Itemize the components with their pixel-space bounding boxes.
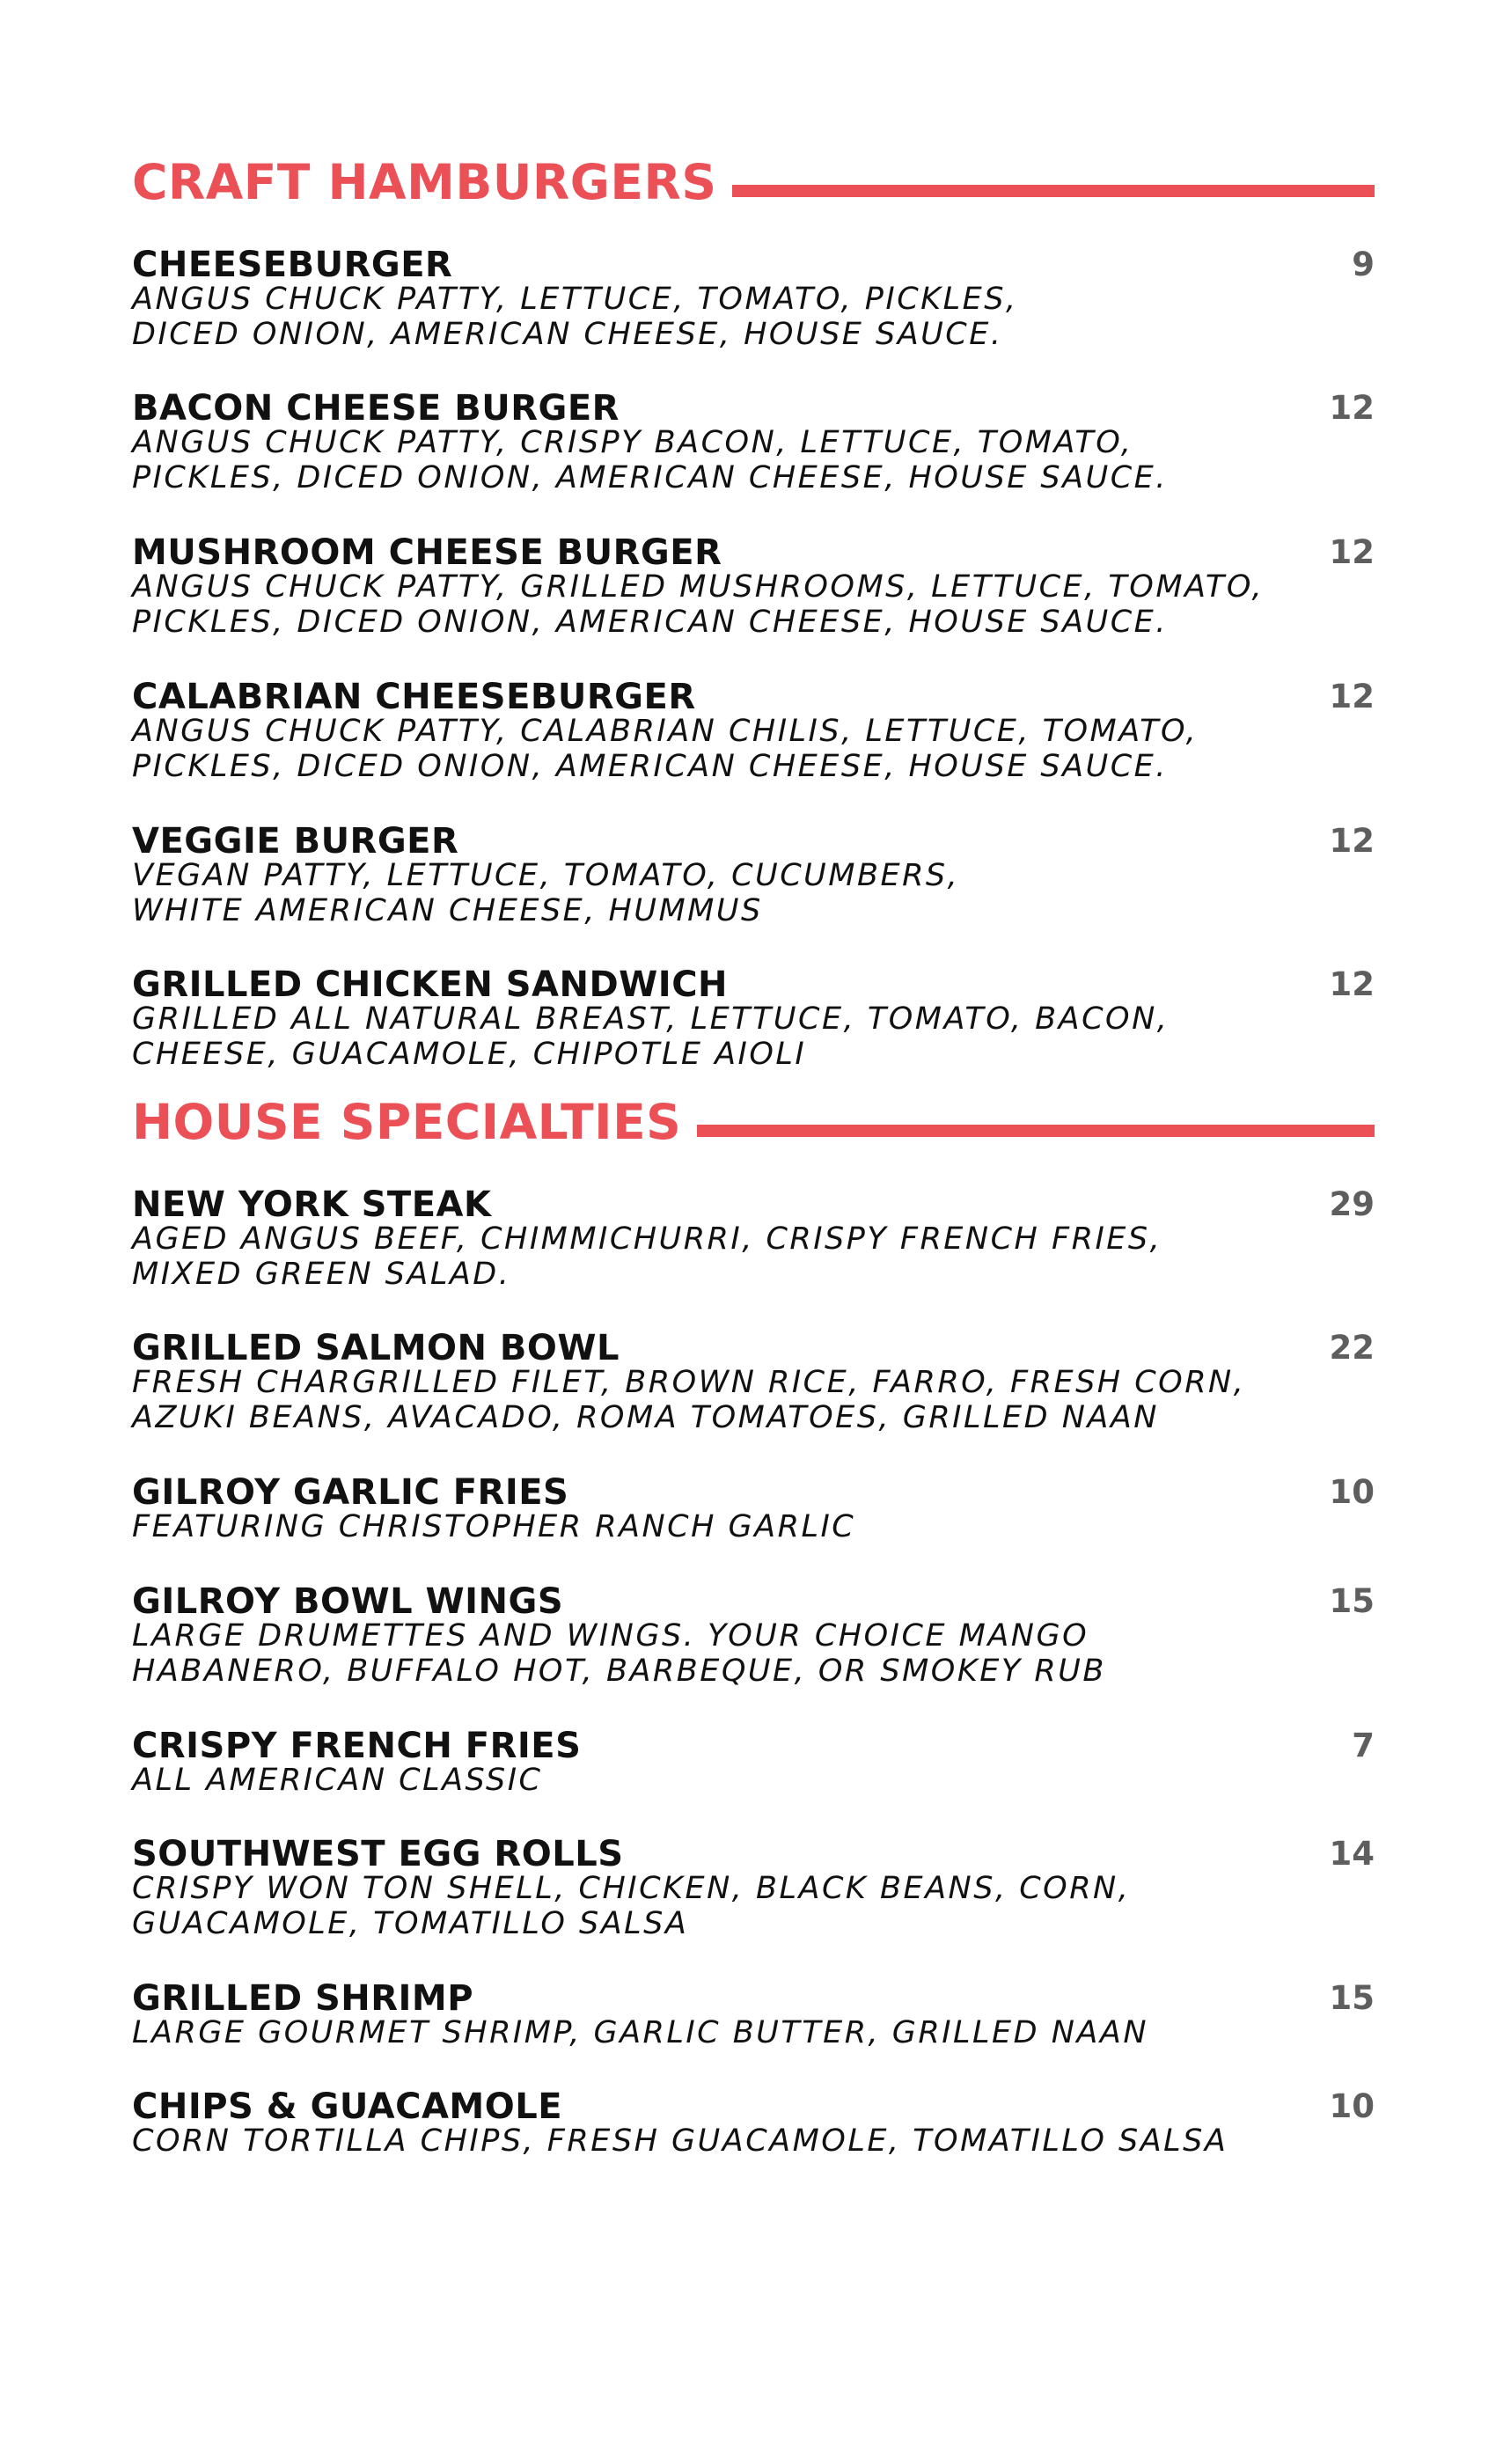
menu-item-grilled-salmon-bowl [132, 1330, 1375, 1435]
item-price: 29 [1329, 1185, 1375, 1223]
section-title: CRAFT HAMBURGERS [132, 154, 717, 210]
menu-item-mushroom-cheese-burger [132, 534, 1375, 640]
section-divider [732, 185, 1375, 197]
item-price: 10 [1329, 1473, 1375, 1511]
item-name: NEW YORK STEAK [132, 1184, 492, 1225]
menu-item-calabrian-cheeseburger [132, 678, 1375, 784]
menu-item-southwest-egg-rolls [132, 1836, 1375, 1941]
item-price: 12 [1329, 678, 1375, 715]
item-description: FEATURING CHRISTOPHER RANCH GARLIC [132, 1509, 856, 1544]
item-description: FRESH CHARGRILLED FILET, BROWN RICE, FARRO, FRESH CORN, AZUKI BEANS, AVACADO, ROMA TOMATOES, GRILLED NAAN [132, 1365, 1246, 1435]
item-name: CALABRIAN CHEESEBURGER [132, 677, 696, 717]
item-description: LARGE DRUMETTES AND WINGS. YOUR CHOICE MANGO HABANERO, BUFFALO HOT, BARBEQUE, OR SMOKEY RUB [132, 1618, 1106, 1689]
item-name: SOUTHWEST EGG ROLLS [132, 1834, 624, 1874]
item-description: ANGUS CHUCK PATTY, CRISPY BACON, LETTUCE, TOMATO, PICKLES, DICED ONION, AMERICAN CHEESE, HOUSE SAUCE. [132, 425, 1168, 495]
item-name: BACON CHEESE BURGER [132, 388, 620, 429]
item-description: ANGUS CHUCK PATTY, GRILLED MUSHROOMS, LETTUCE, TOMATO, PICKLES, DICED ONION, AMERICAN CHEESE, HOUSE SAUCE. [132, 569, 1265, 640]
item-description: ALL AMERICAN CLASSIC [132, 1763, 543, 1798]
item-description: CRISPY WON TON SHELL, CHICKEN, BLACK BEANS, CORN, GUACAMOLE, TOMATILLO SALSA [132, 1871, 1131, 1941]
item-description: GRILLED ALL NATURAL BREAST, LETTUCE, TOMATO, BACON, CHEESE, GUACAMOLE, CHIPOTLE AIOLI [132, 1001, 1170, 1072]
item-name: CHEESEBURGER [132, 245, 453, 285]
item-name: GILROY GARLIC FRIES [132, 1472, 569, 1513]
section-header-house-specialties [132, 1094, 1375, 1150]
item-name: VEGGIE BURGER [132, 821, 459, 862]
item-description: CORN TORTILLA CHIPS, FRESH GUACAMOLE, TOMATILLO SALSA [132, 2123, 1228, 2159]
menu-item-veggie-burger [132, 823, 1375, 928]
item-price: 22 [1329, 1329, 1375, 1367]
item-price: 15 [1329, 1979, 1375, 2017]
item-description: AGED ANGUS BEEF, CHIMMICHURRI, CRISPY FRENCH FRIES, MIXED GREEN SALAD. [132, 1221, 1162, 1292]
item-name: GRILLED SALMON BOWL [132, 1328, 620, 1368]
item-name: MUSHROOM CHEESE BURGER [132, 532, 722, 573]
item-price: 15 [1329, 1582, 1375, 1620]
section-header-craft-hamburgers [132, 154, 1375, 210]
item-price: 12 [1329, 822, 1375, 860]
item-name: CHIPS & GUACAMOLE [132, 2086, 563, 2127]
item-price: 12 [1329, 389, 1375, 427]
item-name: GRILLED SHRIMP [132, 1978, 474, 2019]
item-name: GILROY BOWL WINGS [132, 1581, 564, 1622]
item-price: 12 [1329, 533, 1375, 571]
menu-item-chips-and-guacamole [132, 2088, 1375, 2159]
item-price: 9 [1352, 246, 1375, 283]
item-description: LARGE GOURMET SHRIMP, GARLIC BUTTER, GRILLED NAAN [132, 2015, 1148, 2050]
section-divider [697, 1125, 1375, 1137]
menu-item-bacon-cheese-burger [132, 390, 1375, 495]
menu-item-grilled-chicken-sandwich [132, 966, 1375, 1072]
item-name: GRILLED CHICKEN SANDWICH [132, 964, 729, 1005]
menu-item-cheeseburger [132, 246, 1375, 352]
item-price: 7 [1352, 1727, 1375, 1764]
item-price: 14 [1329, 1835, 1375, 1873]
item-name: CRISPY FRENCH FRIES [132, 1726, 582, 1766]
item-description: ANGUS CHUCK PATTY, CALABRIAN CHILIS, LETTUCE, TOMATO, PICKLES, DICED ONION, AMERICAN CHEESE, HOUSE SAUCE. [132, 714, 1199, 784]
item-description: ANGUS CHUCK PATTY, LETTUCE, TOMATO, PICKLES, DICED ONION, AMERICAN CHEESE, HOUSE SAUCE. [132, 282, 1018, 352]
menu-item-gilroy-bowl-wings [132, 1583, 1375, 1689]
menu-item-grilled-shrimp [132, 1980, 1375, 2050]
item-price: 10 [1329, 2087, 1375, 2125]
menu-item-new-york-steak [132, 1186, 1375, 1292]
item-description: VEGAN PATTY, LETTUCE, TOMATO, CUCUMBERS, WHITE AMERICAN CHEESE, HUMMUS [132, 858, 960, 928]
section-title: HOUSE SPECIALTIES [132, 1094, 682, 1150]
menu-item-gilroy-garlic-fries [132, 1474, 1375, 1544]
menu-item-crispy-french-fries [132, 1727, 1375, 1798]
item-price: 12 [1329, 965, 1375, 1003]
